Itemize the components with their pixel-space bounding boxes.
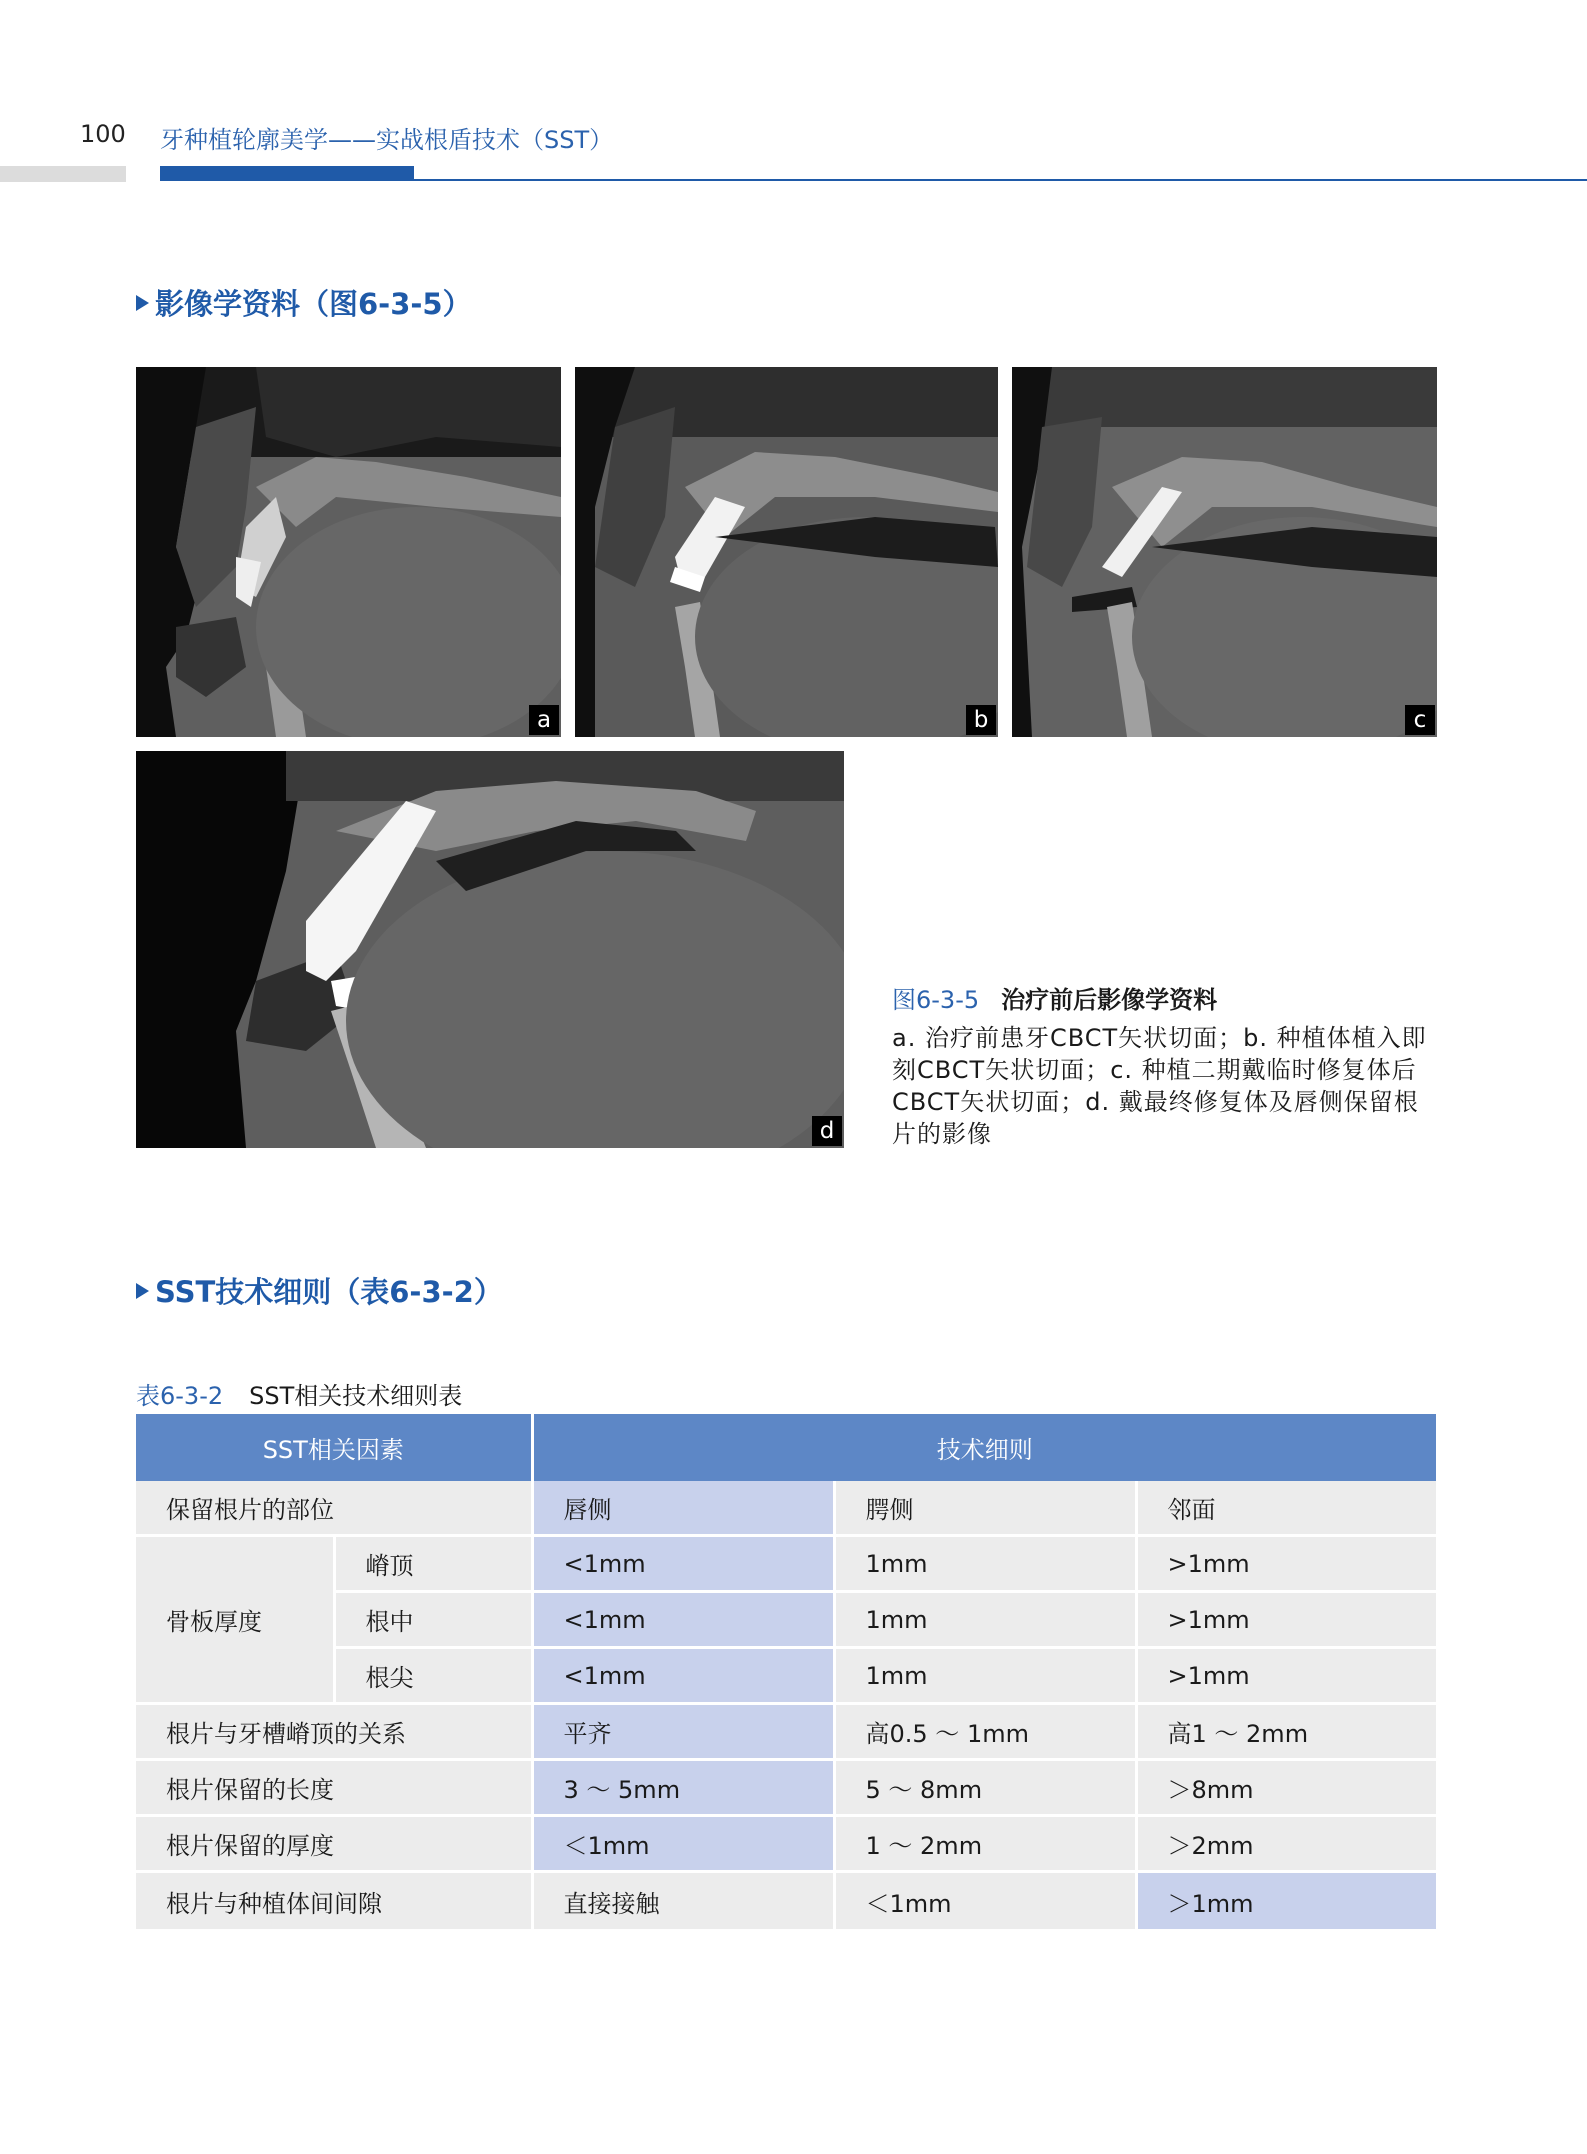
header-rule [160,179,1587,181]
header-factor: SST相关因素 [136,1414,532,1481]
table-row [136,1816,1436,1872]
table-row [136,1760,1436,1816]
table-title: SST相关技术细则表 [249,1382,463,1410]
cell-proximal: >1mm [1136,1536,1436,1592]
cell-proximal: ＞8mm [1136,1760,1436,1816]
header-blue-bar [160,166,414,180]
ct-image-d [136,751,844,1148]
figure-caption-text: a. 治疗前患牙CBCT矢状切面；b. 种植体植入即刻CBCT矢状切面；c. 种植二期戴临时修复体后CBCT矢状切面；d. 戴最终修复体及唇侧保留根片的影像 [892,1024,1427,1148]
cell-palatal: 1 ～ 2mm [834,1816,1136,1872]
cell-labial: ＜1mm [532,1816,834,1872]
row-label: 骨板厚度 [136,1536,334,1704]
sub-row-label: 嵴顶 [334,1536,532,1592]
cell-palatal: 5 ～ 8mm [834,1760,1136,1816]
cell-proximal: >1mm [1136,1592,1436,1648]
table-number: 表6-3-2 [136,1382,224,1410]
cell-palatal: 1mm [834,1536,1136,1592]
row-label: 根片与牙槽嵴顶的关系 [136,1704,532,1760]
cell-labial: 唇侧 [532,1481,834,1536]
table-row [136,1704,1436,1760]
panel-label: b [966,705,996,735]
cell-labial: <1mm [532,1648,834,1704]
table-row [136,1481,1436,1536]
table-row [136,1536,1436,1592]
cell-palatal: 腭侧 [834,1481,1136,1536]
table-row [136,1872,1436,1930]
figure-number: 图6-3-5 [892,986,980,1014]
section-heading-sst [136,1270,503,1311]
header-gray-bar [0,166,126,182]
row-label: 根片与种植体间间隙 [136,1872,532,1930]
sub-row-label: 根尖 [334,1648,532,1704]
cell-proximal: 高1 ～ 2mm [1136,1704,1436,1760]
panel-label: a [529,705,559,735]
section-heading-imaging [136,282,472,323]
cell-labial: <1mm [532,1536,834,1592]
section-heading-text: SST技术细则（表6-3-2） [155,1275,503,1309]
figure-title: 治疗前后影像学资料 [1001,986,1218,1014]
cell-palatal: ＜1mm [834,1872,1136,1930]
table-caption [136,1376,462,1411]
panel-label: c [1405,705,1435,735]
row-label: 根片保留的长度 [136,1760,532,1816]
row-label: 根片保留的厚度 [136,1816,532,1872]
cell-labial: 3 ～ 5mm [532,1760,834,1816]
ct-image-a [136,367,561,737]
cell-palatal: 1mm [834,1592,1136,1648]
cell-proximal: ＞2mm [1136,1816,1436,1872]
section-heading-text: 影像学资料（图6-3-5） [155,287,472,321]
sst-technique-table [136,1414,1436,1929]
cell-proximal: >1mm [1136,1648,1436,1704]
cell-labial: 平齐 [532,1704,834,1760]
cell-palatal: 高0.5 ～ 1mm [834,1704,1136,1760]
cell-proximal: 邻面 [1136,1481,1436,1536]
page-number: 100 [80,120,126,148]
cell-palatal: 1mm [834,1648,1136,1704]
running-title: 牙种植轮廓美学——实战根盾技术（SST） [160,126,614,154]
header-detail: 技术细则 [532,1414,1436,1481]
sub-row-label: 根中 [334,1592,532,1648]
ct-image-b [575,367,998,737]
triangle-bullet-icon [136,295,149,311]
cell-labial: 直接接触 [532,1872,834,1930]
row-label: 保留根片的部位 [136,1481,532,1536]
figure-caption-title [892,980,1217,1015]
cell-labial: <1mm [532,1592,834,1648]
cell-proximal: ＞1mm [1136,1872,1436,1930]
table-header-row [136,1414,1436,1481]
triangle-bullet-icon [136,1283,149,1299]
ct-image-c [1012,367,1437,737]
panel-label: d [812,1116,842,1146]
